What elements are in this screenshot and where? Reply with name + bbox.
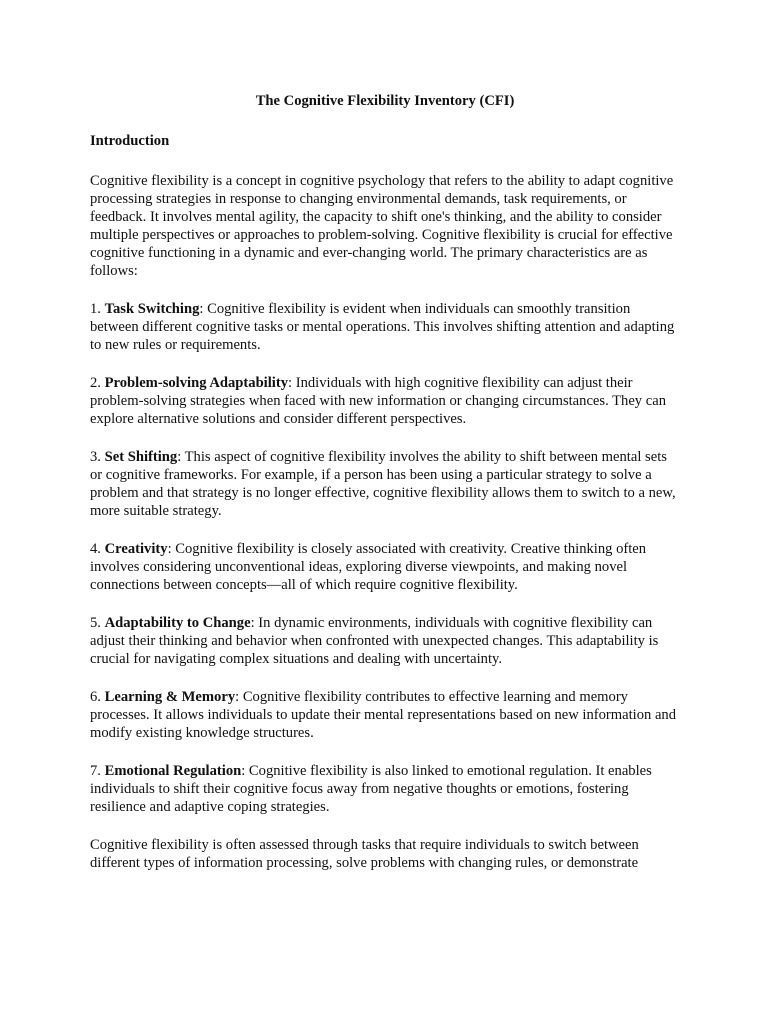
list-item-text: : Individuals with high cognitive flexibility can adjust their problem-solving strategies when faced with new information or changing circumstances. They can explore alternative solutions and consider different perspectives. [90, 375, 667, 427]
list-item-term: Creativity [104, 541, 168, 557]
list-item-creativity [90, 540, 680, 594]
list-item-term: Emotional Regulation [104, 763, 242, 779]
list-item-number: 1. [90, 301, 101, 317]
list-item-term: Learning & Memory [104, 689, 236, 705]
list-item-number: 5. [90, 615, 101, 631]
section-heading-introduction: Introduction [90, 133, 170, 149]
list-item-term: Problem-solving Adaptability [104, 375, 288, 391]
list-item-learning-memory [90, 688, 680, 742]
list-item-number: 4. [90, 541, 101, 557]
list-item-term: Set Shifting [104, 449, 178, 465]
list-item-number: 3. [90, 449, 101, 465]
list-item-adaptability-to-change [90, 614, 680, 668]
list-item-task-switching [90, 300, 680, 354]
list-item-text: : This aspect of cognitive flexibility involves the ability to shift between mental sets or cognitive frameworks. For example, if a person has been using a particular strategy to solve a problem and that strategy is no longer effective, cognitive flexibility allows them to switch to a new, more suitable strategy. [90, 449, 676, 519]
document-title: The Cognitive Flexibility Inventory (CFI) [255, 93, 515, 109]
list-item-text: : Cognitive flexibility is evident when individuals can smoothly transition between different cognitive tasks or mental operations. This involves shifting attention and adapting to new rules or requirements. [90, 301, 675, 353]
list-item-text: : Cognitive flexibility is closely associated with creativity. Creative thinking often involves considering unconventional ideas, exploring diverse viewpoints, and making novel connections between concepts—all of which require cognitive flexibility. [90, 541, 647, 593]
list-item-term: Adaptability to Change [104, 615, 251, 631]
list-item-emotional-regulation [90, 762, 680, 816]
list-item-text: : In dynamic environments, individuals with cognitive flexibility can adjust their thinking and behavior when confronted with unexpected changes. This adaptability is crucial for navigating complex situations and dealing with uncertainty. [90, 615, 659, 667]
list-item-number: 6. [90, 689, 101, 705]
list-item-problem-solving-adaptability [90, 374, 680, 428]
list-item-number: 2. [90, 375, 101, 391]
list-item-set-shifting [90, 448, 680, 520]
list-item-text: : Cognitive flexibility is also linked to emotional regulation. It enables individuals to shift their cognitive focus away from negative thoughts or emotions, fostering resilience and adaptive coping strategies. [90, 763, 652, 815]
closing-paragraph: Cognitive flexibility is often assessed through tasks that require individuals to switch between different types of information processing, solve problems with changing rules, or demonstrate [90, 837, 639, 871]
document-page [90, 92, 680, 892]
list-item-term: Task Switching [104, 301, 200, 317]
intro-paragraph: Cognitive flexibility is a concept in cognitive psychology that refers to the ability to adapt cognitive processing strategies in response to changing environmental demands, task requirements, or feedback. It involves mental agility, the capacity to shift one's thinking, and the ability to consider multiple perspectives or approaches to problem-solving. Cognitive flexibility is crucial for effective cognitive functioning in a dynamic and ever-changing world. The primary characteristics are as follows: [90, 173, 674, 279]
list-item-text: : Cognitive flexibility contributes to effective learning and memory processes. It allows individuals to update their mental representations based on new information and modify existing knowledge structures. [90, 689, 677, 741]
list-item-number: 7. [90, 763, 101, 779]
